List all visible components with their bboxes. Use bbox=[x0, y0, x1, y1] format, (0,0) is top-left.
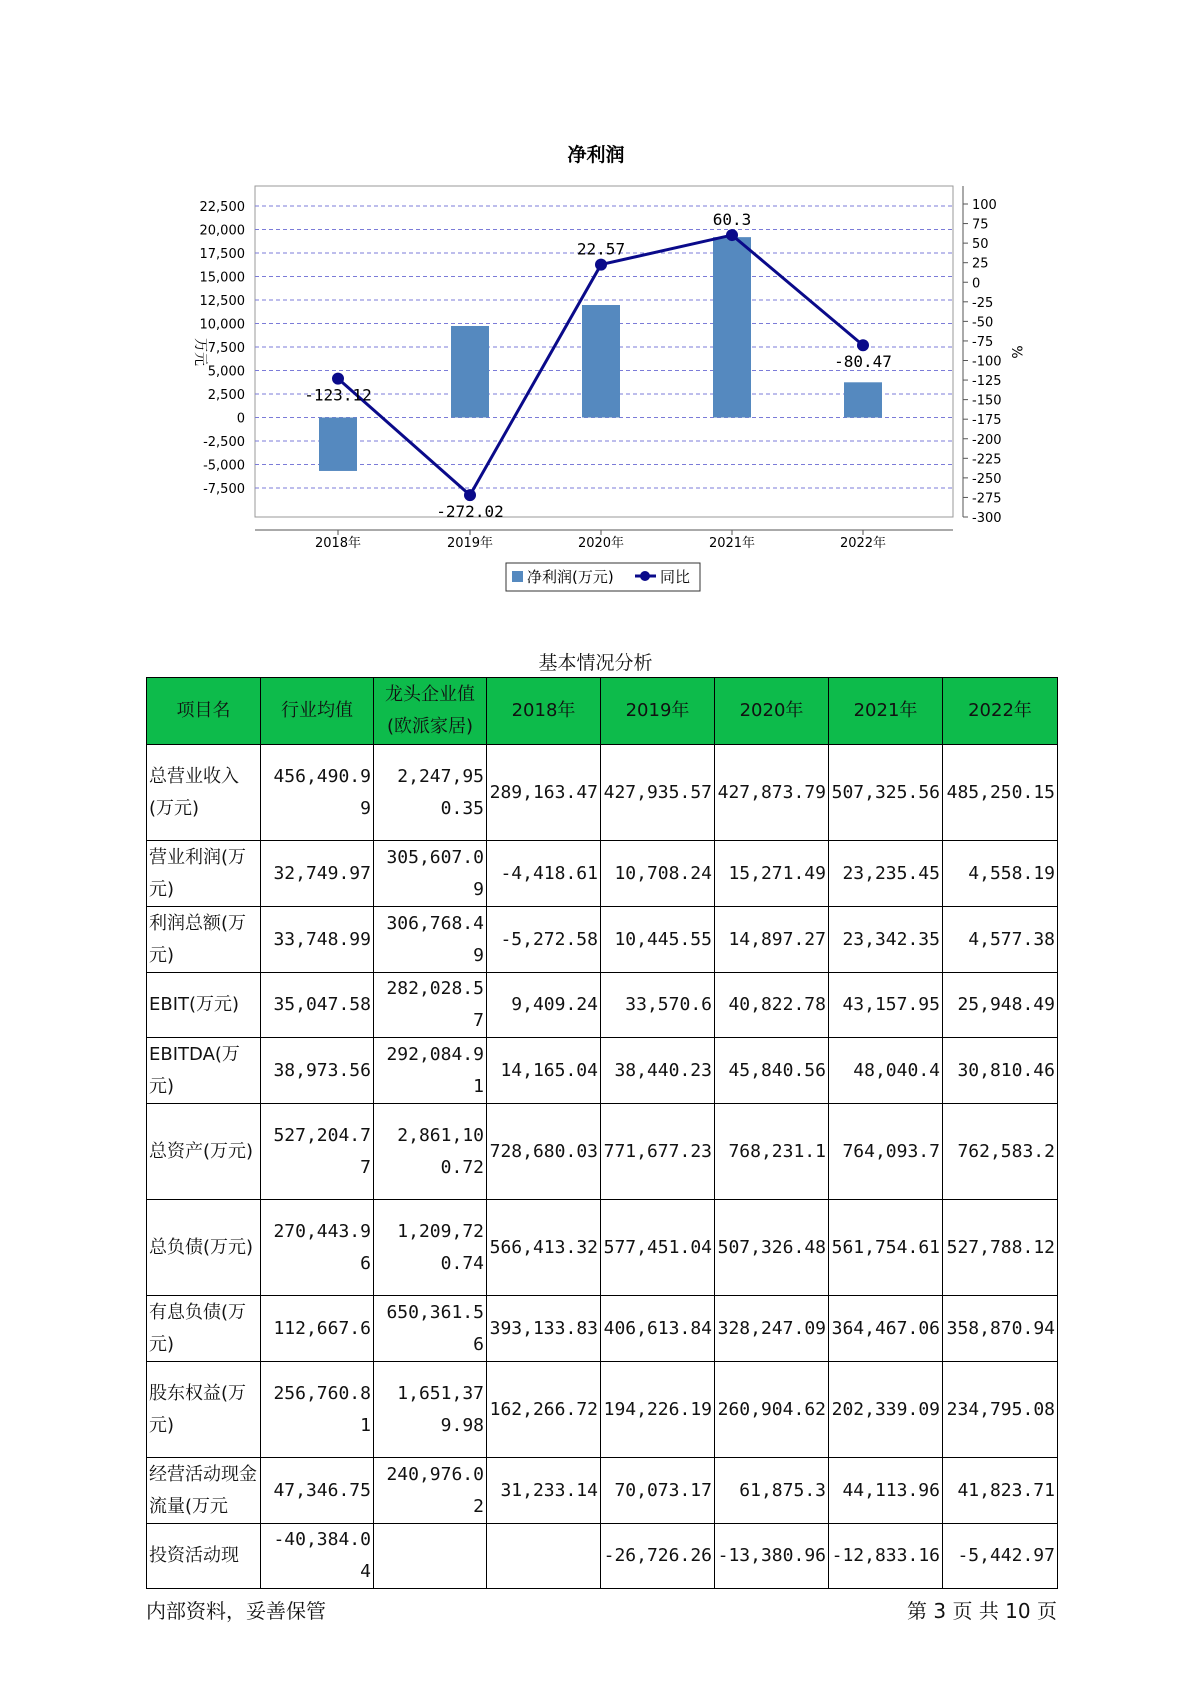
value-cell bbox=[374, 1524, 487, 1589]
header-cell: 2022年 bbox=[943, 678, 1058, 745]
value-cell: -40,384.04 bbox=[261, 1524, 374, 1589]
value-cell: 4,558.19 bbox=[943, 841, 1058, 907]
table-header-row bbox=[147, 678, 1058, 745]
value-cell: 305,607.09 bbox=[374, 841, 487, 907]
right-tick-label: 0 bbox=[972, 276, 981, 292]
value-cell: 44,113.96 bbox=[829, 1458, 943, 1524]
right-tick-label: -125 bbox=[972, 374, 1002, 390]
yoy-data-label: 60.3 bbox=[712, 210, 752, 230]
right-tick-label: -75 bbox=[972, 334, 994, 350]
table-row bbox=[147, 1524, 1058, 1589]
left-tick-label: 15,000 bbox=[199, 270, 245, 286]
value-cell: 292,084.91 bbox=[374, 1038, 487, 1104]
value-cell: 561,754.61 bbox=[829, 1200, 943, 1296]
left-tick-label: -7,500 bbox=[203, 482, 245, 497]
yoy-data-label: -272.02 bbox=[436, 502, 504, 522]
right-tick-label: -300 bbox=[972, 511, 1002, 526]
value-cell: 112,667.6 bbox=[261, 1296, 374, 1362]
right-tick-label: 75 bbox=[972, 217, 989, 233]
value-cell: 2,247,950.35 bbox=[374, 745, 487, 841]
left-axis-label: 万元 bbox=[192, 338, 208, 366]
right-axis-ticks bbox=[963, 198, 1002, 526]
row-label-cell: EBITDA(万元) bbox=[147, 1038, 261, 1104]
legend-bar-swatch bbox=[512, 571, 523, 582]
value-cell: 240,976.02 bbox=[374, 1458, 487, 1524]
value-cell: 194,226.19 bbox=[601, 1362, 715, 1458]
value-cell: -12,833.16 bbox=[829, 1524, 943, 1589]
value-cell: 282,028.57 bbox=[374, 973, 487, 1038]
value-cell: 507,326.48 bbox=[715, 1200, 829, 1296]
value-cell: 10,708.24 bbox=[601, 841, 715, 907]
basic-analysis-table bbox=[146, 677, 1058, 1589]
value-cell: 45,840.56 bbox=[715, 1038, 829, 1104]
row-label-cell: 经营活动现金流量(万元 bbox=[147, 1458, 261, 1524]
value-cell: 650,361.56 bbox=[374, 1296, 487, 1362]
value-cell: 485,250.15 bbox=[943, 745, 1058, 841]
value-cell: 47,346.75 bbox=[261, 1458, 374, 1524]
value-cell: 1,209,720.74 bbox=[374, 1200, 487, 1296]
value-cell: 234,795.08 bbox=[943, 1362, 1058, 1458]
table-body bbox=[147, 745, 1058, 1589]
yoy-data-label: -123.12 bbox=[304, 385, 372, 405]
right-tick-label: -50 bbox=[972, 315, 994, 331]
right-tick-label: -100 bbox=[972, 354, 1002, 370]
legend bbox=[506, 563, 700, 591]
bar-2022年 bbox=[844, 382, 882, 417]
footer-confidential: 内部资料，妥善保管 bbox=[146, 1599, 326, 1623]
value-cell: 70,073.17 bbox=[601, 1458, 715, 1524]
header-cell: 行业均值 bbox=[261, 678, 374, 745]
row-label-cell: 利润总额(万元) bbox=[147, 907, 261, 973]
right-tick-label: -150 bbox=[972, 393, 1002, 409]
value-cell: 762,583.2 bbox=[943, 1104, 1058, 1200]
value-cell: 289,163.47 bbox=[487, 745, 601, 841]
value-cell: 728,680.03 bbox=[487, 1104, 601, 1200]
table-row bbox=[147, 1296, 1058, 1362]
value-cell: 260,904.62 bbox=[715, 1362, 829, 1458]
yoy-point bbox=[332, 373, 344, 385]
table-row bbox=[147, 973, 1058, 1038]
legend-line-label: 同比 bbox=[660, 568, 691, 586]
row-label-cell: 营业利润(万元) bbox=[147, 841, 261, 907]
left-tick-label: 2,500 bbox=[207, 388, 245, 403]
left-tick-label: 5,000 bbox=[207, 364, 245, 380]
header-cell: 项目名 bbox=[147, 678, 261, 745]
net-profit-chart bbox=[0, 0, 1191, 600]
left-tick-label: -2,500 bbox=[203, 435, 245, 450]
bar-2019年 bbox=[451, 326, 489, 417]
left-tick-label: 17,500 bbox=[199, 247, 245, 262]
x-tick-label: 2022年 bbox=[839, 536, 887, 551]
x-tick-label: 2021年 bbox=[708, 536, 756, 551]
header-cell: 2021年 bbox=[829, 678, 943, 745]
row-label-cell: 总负债(万元) bbox=[147, 1200, 261, 1296]
x-tick-label: 2019年 bbox=[446, 536, 494, 551]
row-label-cell: 有息负债(万元) bbox=[147, 1296, 261, 1362]
value-cell: 2,861,100.72 bbox=[374, 1104, 487, 1200]
value-cell: 61,875.3 bbox=[715, 1458, 829, 1524]
table-row bbox=[147, 745, 1058, 841]
left-tick-label: 10,000 bbox=[199, 317, 245, 333]
value-cell: 256,760.81 bbox=[261, 1362, 374, 1458]
table-title: 基本情况分析 bbox=[538, 652, 653, 674]
row-label-cell: 总资产(万元) bbox=[147, 1104, 261, 1200]
value-cell: 364,467.06 bbox=[829, 1296, 943, 1362]
right-axis-label: % bbox=[1008, 345, 1024, 359]
value-cell: 38,973.56 bbox=[261, 1038, 374, 1104]
right-tick-label: -250 bbox=[972, 471, 1002, 487]
value-cell: 566,413.32 bbox=[487, 1200, 601, 1296]
table-row bbox=[147, 1104, 1058, 1200]
right-tick-label: -25 bbox=[972, 295, 994, 311]
value-cell: 768,231.1 bbox=[715, 1104, 829, 1200]
value-cell: 771,677.23 bbox=[601, 1104, 715, 1200]
left-tick-label: 20,000 bbox=[199, 223, 245, 239]
value-cell: 38,440.23 bbox=[601, 1038, 715, 1104]
value-cell: 43,157.95 bbox=[829, 973, 943, 1038]
header-cell: 2020年 bbox=[715, 678, 829, 745]
right-tick-label: -200 bbox=[972, 432, 1002, 448]
yoy-data-label: -80.47 bbox=[834, 352, 892, 372]
value-cell: 30,810.46 bbox=[943, 1038, 1058, 1104]
left-tick-label: 7,500 bbox=[207, 341, 245, 356]
yoy-point bbox=[464, 489, 476, 501]
value-cell: 35,047.58 bbox=[261, 973, 374, 1038]
header-cell: 2018年 bbox=[487, 678, 601, 745]
yoy-point bbox=[595, 259, 607, 271]
value-cell: 162,266.72 bbox=[487, 1362, 601, 1458]
value-cell: 23,235.45 bbox=[829, 841, 943, 907]
x-tick-label: 2020年 bbox=[577, 536, 625, 551]
value-cell: -26,726.26 bbox=[601, 1524, 715, 1589]
value-cell: 577,451.04 bbox=[601, 1200, 715, 1296]
value-cell: 33,748.99 bbox=[261, 907, 374, 973]
value-cell: 40,822.78 bbox=[715, 973, 829, 1038]
bar-2021年 bbox=[713, 237, 751, 417]
right-tick-label: -225 bbox=[972, 452, 1002, 468]
value-cell: 1,651,379.98 bbox=[374, 1362, 487, 1458]
value-cell: 456,490.99 bbox=[261, 745, 374, 841]
value-cell: 358,870.94 bbox=[943, 1296, 1058, 1362]
right-tick-label: -275 bbox=[972, 491, 1002, 507]
value-cell: -13,380.96 bbox=[715, 1524, 829, 1589]
value-cell: 14,165.04 bbox=[487, 1038, 601, 1104]
yoy-point bbox=[726, 229, 738, 241]
value-cell: 9,409.24 bbox=[487, 973, 601, 1038]
table-row bbox=[147, 1458, 1058, 1524]
value-cell: 202,339.09 bbox=[829, 1362, 943, 1458]
value-cell: 15,271.49 bbox=[715, 841, 829, 907]
value-cell: 41,823.71 bbox=[943, 1458, 1058, 1524]
yoy-point bbox=[857, 339, 869, 351]
yoy-data-label: 22.57 bbox=[576, 239, 626, 259]
value-cell: 270,443.96 bbox=[261, 1200, 374, 1296]
bar-2018年 bbox=[319, 418, 357, 471]
value-cell: -5,442.97 bbox=[943, 1524, 1058, 1589]
value-cell: 306,768.49 bbox=[374, 907, 487, 973]
left-tick-label: 22,500 bbox=[199, 200, 245, 215]
value-cell: -4,418.61 bbox=[487, 841, 601, 907]
x-tick-label: 2018年 bbox=[314, 536, 362, 551]
table-row bbox=[147, 1200, 1058, 1296]
value-cell: -5,272.58 bbox=[487, 907, 601, 973]
x-axis-labels bbox=[315, 530, 886, 551]
bar-2020年 bbox=[582, 305, 620, 417]
right-tick-label: 25 bbox=[972, 256, 989, 272]
left-tick-label: 12,500 bbox=[199, 294, 245, 309]
right-tick-label: 50 bbox=[972, 237, 989, 253]
row-label-cell: 股东权益(万元) bbox=[147, 1362, 261, 1458]
value-cell: 33,570.6 bbox=[601, 973, 715, 1038]
legend-bar-label: 净利润(万元) bbox=[527, 568, 614, 586]
table-row bbox=[147, 1362, 1058, 1458]
value-cell: 48,040.4 bbox=[829, 1038, 943, 1104]
right-tick-label: 100 bbox=[972, 198, 997, 213]
value-cell bbox=[487, 1524, 601, 1589]
row-label-cell: EBIT(万元) bbox=[147, 973, 261, 1038]
value-cell: 4,577.38 bbox=[943, 907, 1058, 973]
table-row bbox=[147, 841, 1058, 907]
row-label-cell: 投资活动现 bbox=[147, 1524, 261, 1589]
value-cell: 25,948.49 bbox=[943, 973, 1058, 1038]
header-cell: 2019年 bbox=[601, 678, 715, 745]
value-cell: 10,445.55 bbox=[601, 907, 715, 973]
left-tick-label: -5,000 bbox=[203, 458, 245, 474]
value-cell: 23,342.35 bbox=[829, 907, 943, 973]
value-cell: 14,897.27 bbox=[715, 907, 829, 973]
row-label-cell: 总营业收入(万元) bbox=[147, 745, 261, 841]
value-cell: 31,233.14 bbox=[487, 1458, 601, 1524]
footer-page-number: 第 3 页 共 10 页 bbox=[907, 1599, 1057, 1623]
table-row bbox=[147, 907, 1058, 973]
header-cell: 龙头企业值(欧派家居) bbox=[374, 678, 487, 745]
value-cell: 393,133.83 bbox=[487, 1296, 601, 1362]
left-tick-label: 0 bbox=[236, 411, 245, 427]
value-cell: 764,093.7 bbox=[829, 1104, 943, 1200]
chart-title: 净利润 bbox=[567, 144, 625, 166]
value-cell: 32,749.97 bbox=[261, 841, 374, 907]
value-cell: 527,204.77 bbox=[261, 1104, 374, 1200]
value-cell: 527,788.12 bbox=[943, 1200, 1058, 1296]
value-cell: 406,613.84 bbox=[601, 1296, 715, 1362]
value-cell: 427,935.57 bbox=[601, 745, 715, 841]
right-tick-label: -175 bbox=[972, 413, 1002, 429]
table-row bbox=[147, 1038, 1058, 1104]
value-cell: 328,247.09 bbox=[715, 1296, 829, 1362]
value-cell: 427,873.79 bbox=[715, 745, 829, 841]
value-cell: 507,325.56 bbox=[829, 745, 943, 841]
legend-line-marker bbox=[640, 571, 650, 581]
